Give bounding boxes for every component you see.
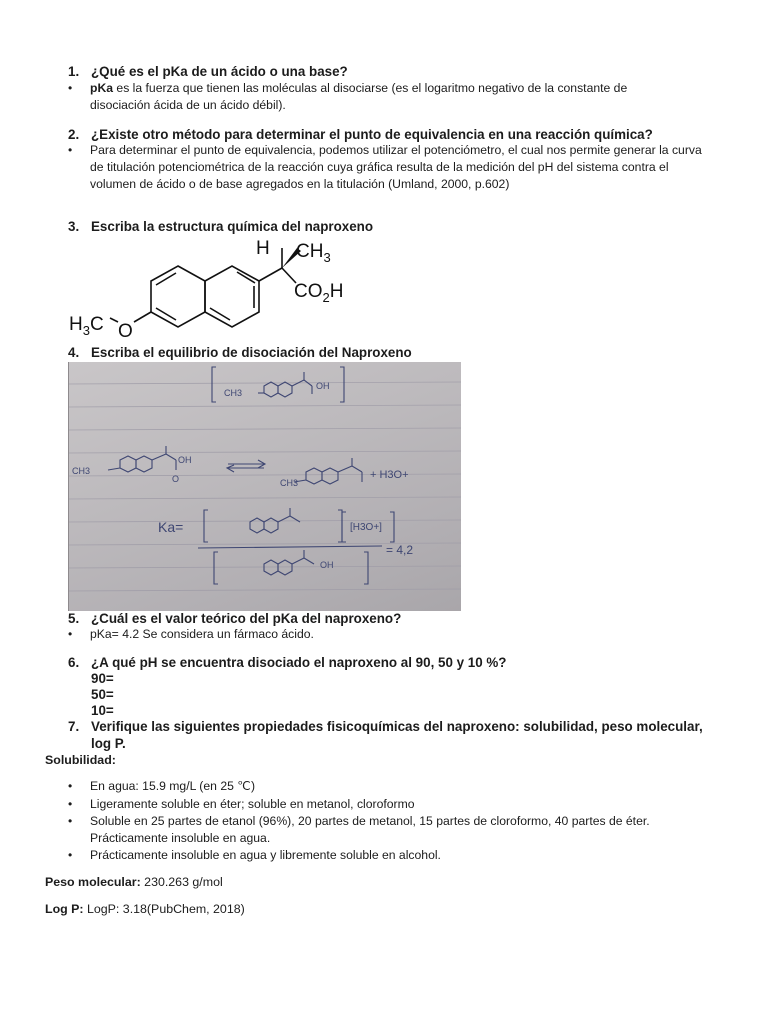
- question-text: ¿A qué pH se encuentra disociado el naproxeno al 90, 50 y 10 %?: [91, 655, 507, 670]
- hw-ch3: CH3: [72, 466, 91, 476]
- dissociation-item: 90=: [91, 671, 114, 686]
- question-text: ¿Qué es el pKa de un ácido o una base?: [91, 64, 348, 79]
- log-p: [45, 901, 245, 917]
- hw-oh: OH: [320, 560, 334, 570]
- log-p-value: LogP: 3.18(PubChem, 2018): [83, 902, 245, 916]
- bullet: •: [68, 627, 73, 641]
- pka-term: pKa: [90, 81, 114, 95]
- atom-h: H: [256, 238, 270, 259]
- dissociation-item: 10=: [91, 703, 114, 718]
- hw-ka: Ka=: [158, 519, 184, 535]
- molecular-weight-value: 230.263 g/mol: [140, 875, 223, 889]
- question-text: ¿Existe otro método para determinar el punto de equivalencia en una reacción química?: [91, 127, 653, 142]
- log-p-label: Log P:: [45, 902, 84, 916]
- hw-h3o-bracket: [H3O+]: [350, 522, 382, 533]
- answer-text: Para determinar el punto de equivalencia, podemos utilizar el potenciómetro, el cual nos permite generar la curva: [90, 143, 702, 157]
- atom-h3c: $H_3C$: [69, 314, 104, 338]
- question-number: 3.: [68, 219, 80, 234]
- bullet: •: [68, 143, 73, 157]
- answer-text: es la fuerza que tienen las moléculas al disociarse (es el logaritmo negativo de la constante de: [113, 81, 628, 95]
- molecular-weight-label: Peso molecular:: [45, 875, 141, 889]
- naproxen-structure: [60, 234, 380, 342]
- bullet: •: [68, 81, 73, 95]
- answer-text: pKa= 4.2 Se considera un fármaco ácido.: [90, 627, 314, 641]
- hw-ch3: CH3: [280, 478, 299, 488]
- question-text: log P.: [91, 736, 126, 751]
- answer-text: disociación ácida de un ácido débil).: [90, 98, 286, 112]
- handwritten-equilibrium-photo: [68, 362, 461, 611]
- hw-result: = 4,2: [386, 543, 414, 557]
- solubility-label: Solubilidad:: [45, 753, 116, 767]
- hw-ch3: CH3: [224, 388, 243, 398]
- molecular-weight: [45, 874, 223, 890]
- atom-o: O: [118, 321, 133, 342]
- question-number: 4.: [68, 345, 80, 360]
- question-number: 6.: [68, 655, 80, 670]
- question-text: Escriba el equilibrio de disociación del Naproxeno: [91, 345, 412, 360]
- question-number: 1.: [68, 64, 80, 79]
- atom-co2h: $CO_2H$: [294, 281, 344, 305]
- question-number: 2.: [68, 127, 80, 142]
- hw-oh: OH: [178, 455, 192, 465]
- hw-oh: OH: [316, 381, 330, 391]
- question-number: 7.: [68, 719, 80, 734]
- question-number: 5.: [68, 611, 80, 626]
- hw-h3o: + H3O+: [370, 469, 409, 481]
- answer-text: volumen de ácido o de base agregados en la titulación (Umland, 2000, p.602): [90, 177, 510, 191]
- question-text: ¿Cuál es el valor teórico del pKa del naproxeno?: [91, 611, 402, 626]
- dissociation-item: 50=: [91, 687, 114, 702]
- question-text: Escriba la estructura química del naproxeno: [91, 219, 374, 234]
- answer-text: de titulación potenciométrica de la reacción cuya gráfica resulta de la medición del pH del sistema contra el: [90, 160, 669, 174]
- notebook-paper: [68, 362, 461, 611]
- question-text: Verifique las siguientes propiedades fisicoquímicas del naproxeno: solubilidad, peso molecular,: [91, 719, 703, 734]
- atom-ch3: $CH_3$: [296, 241, 331, 265]
- hw-o: O: [172, 474, 180, 484]
